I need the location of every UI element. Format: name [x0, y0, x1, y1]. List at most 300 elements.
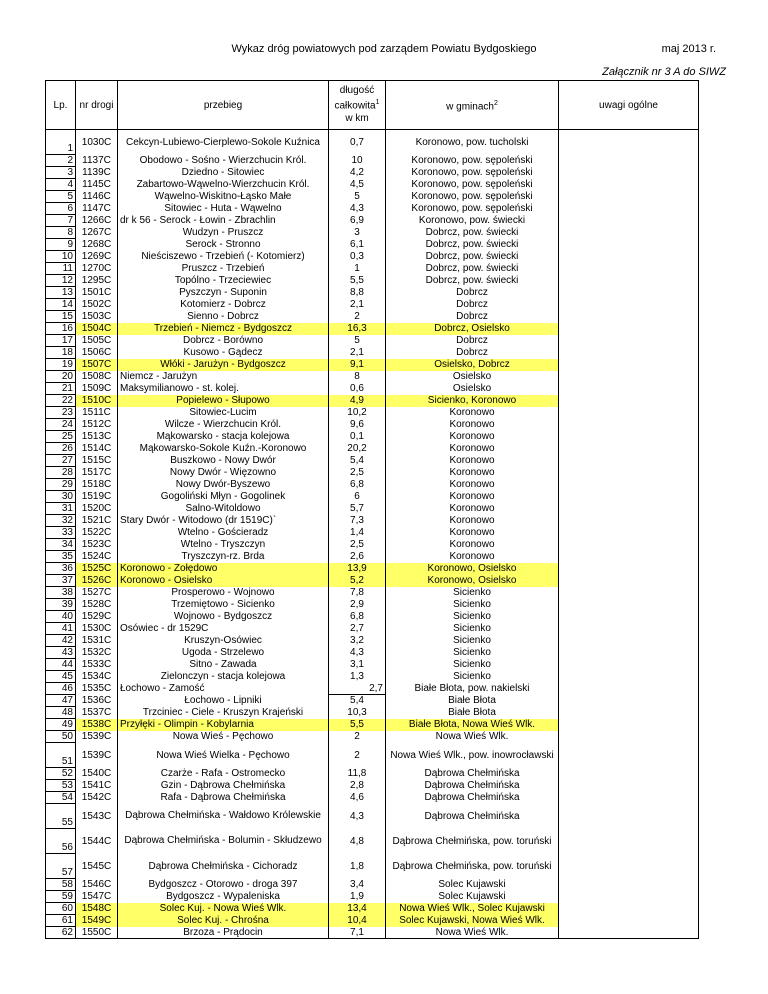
cell-przebieg: Nowa Wieś - Pęchowo: [118, 731, 329, 743]
cell-przebieg: dr k 56 - Serock - Łowin - Zbrachlin: [118, 215, 329, 227]
cell-lp: 9: [46, 239, 76, 251]
col-przebieg-header: przebieg: [118, 81, 329, 130]
cell-dlugosc: 11,8: [329, 768, 386, 780]
cell-przebieg: Kotomierz - Dobrcz: [118, 299, 329, 311]
cell-lp: 3: [46, 167, 76, 179]
cell-nr: 1511C: [76, 407, 118, 419]
cell-gminy: Nowa Wieś Wlk., pow. inowrocławski: [386, 743, 559, 768]
cell-uwagi: [559, 335, 699, 347]
cell-lp: 36: [46, 563, 76, 575]
roads-table: [45, 80, 699, 939]
cell-nr: 1535C: [76, 683, 118, 695]
cell-dlugosc: 10: [329, 155, 386, 167]
cell-nr: 1547C: [76, 891, 118, 903]
cell-gminy: Białe Błota, Nowa Wieś Wlk.: [386, 719, 559, 731]
col-uwagi-header: uwagi ogólne: [559, 81, 699, 130]
cell-uwagi: [559, 347, 699, 359]
cell-nr: 1517C: [76, 467, 118, 479]
cell-nr: 1537C: [76, 707, 118, 719]
cell-gminy: Dobrcz, pow. świecki: [386, 251, 559, 263]
cell-gminy: Solec Kujawski: [386, 879, 559, 891]
table-row: [46, 395, 699, 407]
table-row: [46, 695, 699, 707]
table-row: [46, 647, 699, 659]
table-row: [46, 167, 699, 179]
cell-przebieg: Bydgoszcz - Wypaleniska: [118, 891, 329, 903]
table-row: [46, 551, 699, 563]
table-row: [46, 179, 699, 191]
table-row: [46, 443, 699, 455]
cell-nr: 1522C: [76, 527, 118, 539]
cell-gminy: Dąbrowa Chełmińska, pow. toruński: [386, 854, 559, 879]
cell-nr: 1550C: [76, 927, 118, 939]
cell-uwagi: [559, 879, 699, 891]
table-row: [46, 575, 699, 587]
table-row: [46, 275, 699, 287]
cell-lp: 41: [46, 623, 76, 635]
cell-lp: 19: [46, 359, 76, 371]
cell-dlugosc: 4,9: [329, 395, 386, 407]
cell-nr: 1539C: [76, 743, 118, 768]
cell-dlugosc: 4,3: [329, 647, 386, 659]
cell-przebieg: Mąkowarsko - stacja kolejowa: [118, 431, 329, 443]
cell-gminy: Dobrcz, pow. świecki: [386, 275, 559, 287]
cell-gminy: Dobrcz, pow. świecki: [386, 239, 559, 251]
cell-nr: 1548C: [76, 903, 118, 915]
cell-uwagi: [559, 239, 699, 251]
table-row: [46, 203, 699, 215]
dlugosc-line3: w km: [345, 112, 369, 124]
cell-przebieg: Serock - Stronno: [118, 239, 329, 251]
cell-przebieg: Trzemiętowo - Sicienko: [118, 599, 329, 611]
cell-nr: 1145C: [76, 179, 118, 191]
cell-dlugosc: 13,4: [329, 903, 386, 915]
table-header-row: [46, 81, 699, 130]
col-nr-header: nr drogi: [76, 81, 118, 130]
cell-dlugosc: 3: [329, 227, 386, 239]
cell-gminy: Osielsko: [386, 383, 559, 395]
cell-dlugosc: 4,2: [329, 167, 386, 179]
cell-przebieg: Czarże - Rafa - Ostromecko: [118, 768, 329, 780]
cell-przebieg: Solec Kuj. - Chrośna: [118, 915, 329, 927]
cell-gminy: Koronowo, pow. sępoleński: [386, 167, 559, 179]
cell-przebieg: Topólno - Trzeciewiec: [118, 275, 329, 287]
table-row: [46, 467, 699, 479]
cell-lp: 34: [46, 539, 76, 551]
cell-nr: 1540C: [76, 768, 118, 780]
cell-lp: 16: [46, 323, 76, 335]
cell-przebieg: Wąwelno-Wiskitno-Łąsko Małe: [118, 191, 329, 203]
cell-gminy: Koronowo: [386, 443, 559, 455]
table-row: [46, 479, 699, 491]
cell-gminy: Dąbrowa Chełmińska, pow. toruński: [386, 829, 559, 854]
cell-lp: 27: [46, 455, 76, 467]
cell-nr: 1506C: [76, 347, 118, 359]
cell-gminy: Koronowo, pow. świecki: [386, 215, 559, 227]
cell-uwagi: [559, 251, 699, 263]
cell-gminy: Koronowo, Osielsko: [386, 575, 559, 587]
document-title: Wykaz dróg powiatowych pod zarządem Powiatu Bydgoskiego: [231, 43, 537, 55]
cell-uwagi: [559, 563, 699, 575]
table-row: [46, 215, 699, 227]
cell-przebieg: Trzebień - Niemcz - Bydgoszcz: [118, 323, 329, 335]
cell-gminy: Koronowo: [386, 515, 559, 527]
cell-dlugosc: 20,2: [329, 443, 386, 455]
cell-gminy: Solec Kujawski, Nowa Wieś Wlk.: [386, 915, 559, 927]
cell-uwagi: [559, 383, 699, 395]
table-row: [46, 347, 699, 359]
table-row: [46, 515, 699, 527]
col-gminy-header: [386, 81, 559, 130]
cell-uwagi: [559, 431, 699, 443]
cell-lp: 54: [46, 792, 76, 804]
table-row: [46, 503, 699, 515]
cell-gminy: Koronowo: [386, 467, 559, 479]
cell-uwagi: [559, 915, 699, 927]
cell-dlugosc: 2,5: [329, 467, 386, 479]
cell-dlugosc: 1: [329, 263, 386, 275]
cell-lp: 24: [46, 419, 76, 431]
cell-dlugosc: 1,8: [329, 854, 386, 879]
cell-przebieg: Wudzyn - Pruszcz: [118, 227, 329, 239]
cell-nr: 1539C: [76, 731, 118, 743]
cell-przebieg: Wtelno - Tryszczyn: [118, 539, 329, 551]
cell-nr: 1525C: [76, 563, 118, 575]
cell-gminy: Koronowo: [386, 431, 559, 443]
cell-lp: 18: [46, 347, 76, 359]
cell-uwagi: [559, 768, 699, 780]
cell-nr: 1528C: [76, 599, 118, 611]
cell-nr: 1527C: [76, 587, 118, 599]
cell-dlugosc: 2: [329, 731, 386, 743]
cell-przebieg: Buszkowo - Nowy Dwór: [118, 455, 329, 467]
cell-dlugosc: 0,3: [329, 251, 386, 263]
cell-nr: 1295C: [76, 275, 118, 287]
cell-uwagi: [559, 179, 699, 191]
table-row: [46, 804, 699, 829]
cell-gminy: Białe Błota, pow. nakielski: [386, 683, 559, 695]
cell-przebieg: Ugoda - Strzelewo: [118, 647, 329, 659]
cell-dlugosc: 5,4: [329, 695, 386, 707]
cell-uwagi: [559, 587, 699, 599]
cell-przebieg: Solec Kuj. - Nowa Wieś Wlk.: [118, 903, 329, 915]
cell-lp: 55: [46, 804, 76, 829]
cell-dlugosc: 9,1: [329, 359, 386, 371]
cell-lp: 4: [46, 179, 76, 191]
cell-dlugosc: 2,6: [329, 551, 386, 563]
cell-lp: 25: [46, 431, 76, 443]
cell-nr: 1542C: [76, 792, 118, 804]
table-row: [46, 743, 699, 768]
cell-gminy: Sicienko: [386, 587, 559, 599]
table-row: [46, 371, 699, 383]
cell-dlugosc: 2: [329, 311, 386, 323]
table-row: [46, 287, 699, 299]
cell-dlugosc: 5,7: [329, 503, 386, 515]
cell-dlugosc: 5,2: [329, 575, 386, 587]
gminy-label: w gminach: [446, 101, 494, 113]
cell-lp: 12: [46, 275, 76, 287]
cell-nr: 1147C: [76, 203, 118, 215]
cell-dlugosc: 2,1: [329, 347, 386, 359]
cell-gminy: Nowa Wieś Wlk.: [386, 927, 559, 939]
cell-dlugosc: 2,1: [329, 299, 386, 311]
cell-lp: 37: [46, 575, 76, 587]
cell-nr: 1504C: [76, 323, 118, 335]
cell-gminy: Sicienko: [386, 671, 559, 683]
cell-nr: 1518C: [76, 479, 118, 491]
cell-gminy: Sicienko, Koronowo: [386, 395, 559, 407]
cell-dlugosc: 10,3: [329, 707, 386, 719]
table-row: [46, 431, 699, 443]
cell-dlugosc: 8,8: [329, 287, 386, 299]
cell-gminy: Koronowo, pow. sępoleński: [386, 203, 559, 215]
cell-gminy: Dobrcz, Osielsko: [386, 323, 559, 335]
cell-uwagi: [559, 371, 699, 383]
table-row: [46, 879, 699, 891]
cell-przebieg: Pyszczyn - Suponin: [118, 287, 329, 299]
cell-nr: 1549C: [76, 915, 118, 927]
cell-przebieg: Dobrcz - Borówno: [118, 335, 329, 347]
cell-gminy: Koronowo: [386, 455, 559, 467]
cell-uwagi: [559, 467, 699, 479]
cell-nr: 1509C: [76, 383, 118, 395]
table-row: [46, 927, 699, 939]
cell-przebieg: Bydgoszcz - Otorowo - droga 397: [118, 879, 329, 891]
cell-uwagi: [559, 155, 699, 167]
cell-gminy: Dąbrowa Chełmińska: [386, 804, 559, 829]
cell-lp: 48: [46, 707, 76, 719]
dlugosc-footnote: 1: [375, 99, 380, 107]
cell-uwagi: [559, 647, 699, 659]
cell-dlugosc: 1,3: [329, 671, 386, 683]
cell-dlugosc: 5,4: [329, 455, 386, 467]
cell-gminy: Dobrcz: [386, 347, 559, 359]
cell-lp: 46: [46, 683, 76, 695]
cell-dlugosc: 7,1: [329, 927, 386, 939]
cell-lp: 49: [46, 719, 76, 731]
cell-nr: 1533C: [76, 659, 118, 671]
cell-dlugosc: 3,4: [329, 879, 386, 891]
cell-uwagi: [559, 635, 699, 647]
cell-lp: 42: [46, 635, 76, 647]
cell-lp: 29: [46, 479, 76, 491]
cell-lp: 47: [46, 695, 76, 707]
cell-nr: 1524C: [76, 551, 118, 563]
cell-przebieg: Łochowo - Lipniki: [118, 695, 329, 707]
cell-uwagi: [559, 854, 699, 879]
cell-nr: 1267C: [76, 227, 118, 239]
cell-uwagi: [559, 695, 699, 707]
cell-uwagi: [559, 299, 699, 311]
table-row: [46, 854, 699, 879]
cell-nr: 1536C: [76, 695, 118, 707]
cell-przebieg: Sitowiec-Lucim: [118, 407, 329, 419]
cell-przebieg: Tryszczyn-rz. Brda: [118, 551, 329, 563]
cell-lp: 40: [46, 611, 76, 623]
table-row: [46, 768, 699, 780]
cell-gminy: Koronowo, Osielsko: [386, 563, 559, 575]
table-row: [46, 792, 699, 804]
cell-uwagi: [559, 263, 699, 275]
cell-przebieg: Osówiec - dr 1529C: [118, 623, 329, 635]
cell-uwagi: [559, 611, 699, 623]
cell-przebieg: Gogoliński Młyn - Gogolinek: [118, 491, 329, 503]
table-row: [46, 407, 699, 419]
cell-lp: 21: [46, 383, 76, 395]
cell-dlugosc: 2,9: [329, 599, 386, 611]
cell-przebieg: Stary Dwór - Witodowo (dr 1519C)`: [118, 515, 329, 527]
cell-gminy: Koronowo: [386, 479, 559, 491]
cell-nr: 1529C: [76, 611, 118, 623]
cell-nr: 1503C: [76, 311, 118, 323]
cell-dlugosc: 2,5: [329, 539, 386, 551]
cell-nr: 1545C: [76, 854, 118, 879]
cell-dlugosc: 16,3: [329, 323, 386, 335]
cell-przebieg: Mąkowarsko-Sokole Kuźn.-Koronowo: [118, 443, 329, 455]
table-row: [46, 311, 699, 323]
cell-uwagi: [559, 503, 699, 515]
cell-przebieg: Koronowo - Osielsko: [118, 575, 329, 587]
cell-dlugosc: 4,3: [329, 203, 386, 215]
cell-nr: 1519C: [76, 491, 118, 503]
cell-gminy: Dobrcz: [386, 311, 559, 323]
cell-uwagi: [559, 891, 699, 903]
cell-nr: 1530C: [76, 623, 118, 635]
cell-przebieg: Cekcyn-Lubiewo-Cierplewo-Sokole Kuźnica: [118, 130, 329, 155]
table-row: [46, 335, 699, 347]
cell-przebieg: Zabartowo-Wąwelno-Wierzchucin Król.: [118, 179, 329, 191]
cell-lp: 1: [46, 130, 76, 155]
cell-gminy: Białe Błota: [386, 707, 559, 719]
cell-gminy: Koronowo: [386, 551, 559, 563]
cell-lp: 39: [46, 599, 76, 611]
cell-dlugosc: 0,1: [329, 431, 386, 443]
table-row: [46, 323, 699, 335]
cell-uwagi: [559, 731, 699, 743]
cell-dlugosc: 2,7: [329, 683, 386, 695]
cell-lp: 59: [46, 891, 76, 903]
cell-nr: 1268C: [76, 239, 118, 251]
cell-dlugosc: 6,1: [329, 239, 386, 251]
cell-nr: 1544C: [76, 829, 118, 854]
annex-label: Załącznik nr 3 A do SIWZ: [602, 66, 726, 78]
cell-nr: 1521C: [76, 515, 118, 527]
table-row: [46, 263, 699, 275]
cell-gminy: Sicienko: [386, 623, 559, 635]
cell-gminy: Dobrcz: [386, 299, 559, 311]
cell-dlugosc: 5: [329, 335, 386, 347]
table-row: [46, 707, 699, 719]
cell-dlugosc: 2: [329, 743, 386, 768]
table-row: [46, 130, 699, 155]
table-row: [46, 239, 699, 251]
cell-przebieg: Maksymilianowo - st. kolej.: [118, 383, 329, 395]
cell-lp: 44: [46, 659, 76, 671]
table-row: [46, 623, 699, 635]
cell-przebieg: Nowy Dwór - Więzowno: [118, 467, 329, 479]
cell-gminy: Sicienko: [386, 635, 559, 647]
cell-przebieg: Wtelno - Gościeradz: [118, 527, 329, 539]
cell-lp: 32: [46, 515, 76, 527]
cell-dlugosc: 13,9: [329, 563, 386, 575]
cell-lp: 45: [46, 671, 76, 683]
col-lp-header: Lp.: [46, 81, 76, 130]
cell-gminy: Dobrcz: [386, 287, 559, 299]
cell-przebieg: Trzciniec - Ciele - Kruszyn Krajeński: [118, 707, 329, 719]
cell-uwagi: [559, 227, 699, 239]
cell-uwagi: [559, 599, 699, 611]
cell-przebieg: Dąbrowa Chełmińska - Cichoradz: [118, 854, 329, 879]
cell-lp: 57: [46, 854, 76, 879]
cell-nr: 1270C: [76, 263, 118, 275]
cell-uwagi: [559, 515, 699, 527]
cell-przebieg: Zielonczyn - stacja kolejowa: [118, 671, 329, 683]
cell-uwagi: [559, 419, 699, 431]
cell-lp: 14: [46, 299, 76, 311]
cell-nr: 1501C: [76, 287, 118, 299]
cell-przebieg: Obodowo - Sośno - Wierzchucin Król.: [118, 155, 329, 167]
cell-lp: 17: [46, 335, 76, 347]
cell-przebieg: Niemcz - Jarużyn: [118, 371, 329, 383]
cell-gminy: Białe Błota: [386, 695, 559, 707]
cell-nr: 1546C: [76, 879, 118, 891]
cell-lp: 31: [46, 503, 76, 515]
cell-dlugosc: 2,7: [329, 623, 386, 635]
table-row: [46, 191, 699, 203]
cell-przebieg: Włóki - Jarużyn - Bydgoszcz: [118, 359, 329, 371]
cell-uwagi: [559, 671, 699, 683]
cell-przebieg: Łochowo - Zamość: [118, 683, 329, 695]
cell-dlugosc: 7,3: [329, 515, 386, 527]
cell-gminy: Dobrcz, pow. świecki: [386, 263, 559, 275]
cell-uwagi: [559, 683, 699, 695]
cell-lp: 35: [46, 551, 76, 563]
cell-gminy: Dąbrowa Chełmińska: [386, 780, 559, 792]
cell-przebieg: Rafa - Dąbrowa Chełmińska: [118, 792, 329, 804]
cell-uwagi: [559, 167, 699, 179]
cell-lp: 10: [46, 251, 76, 263]
cell-uwagi: [559, 792, 699, 804]
cell-lp: 11: [46, 263, 76, 275]
cell-nr: 1543C: [76, 804, 118, 829]
table-row: [46, 829, 699, 854]
cell-lp: 22: [46, 395, 76, 407]
cell-uwagi: [559, 359, 699, 371]
cell-uwagi: [559, 455, 699, 467]
cell-lp: 30: [46, 491, 76, 503]
cell-lp: 5: [46, 191, 76, 203]
cell-przebieg: Sitno - Zawada: [118, 659, 329, 671]
cell-dlugosc: 1,9: [329, 891, 386, 903]
table-row: [46, 915, 699, 927]
table-row: [46, 383, 699, 395]
cell-nr: 1269C: [76, 251, 118, 263]
cell-przebieg: Wojnowo - Bydgoszcz: [118, 611, 329, 623]
cell-dlugosc: 6: [329, 491, 386, 503]
cell-nr: 1030C: [76, 130, 118, 155]
cell-przebieg: Kusowo - Gądecz: [118, 347, 329, 359]
cell-przebieg: Pruszcz - Trzebień: [118, 263, 329, 275]
cell-uwagi: [559, 707, 699, 719]
cell-lp: 50: [46, 731, 76, 743]
cell-lp: 52: [46, 768, 76, 780]
col-dlugosc-header: [329, 81, 386, 130]
cell-przebieg: Popielewo - Słupowo: [118, 395, 329, 407]
cell-gminy: Dobrcz: [386, 335, 559, 347]
table-row: [46, 419, 699, 431]
table-row: [46, 227, 699, 239]
